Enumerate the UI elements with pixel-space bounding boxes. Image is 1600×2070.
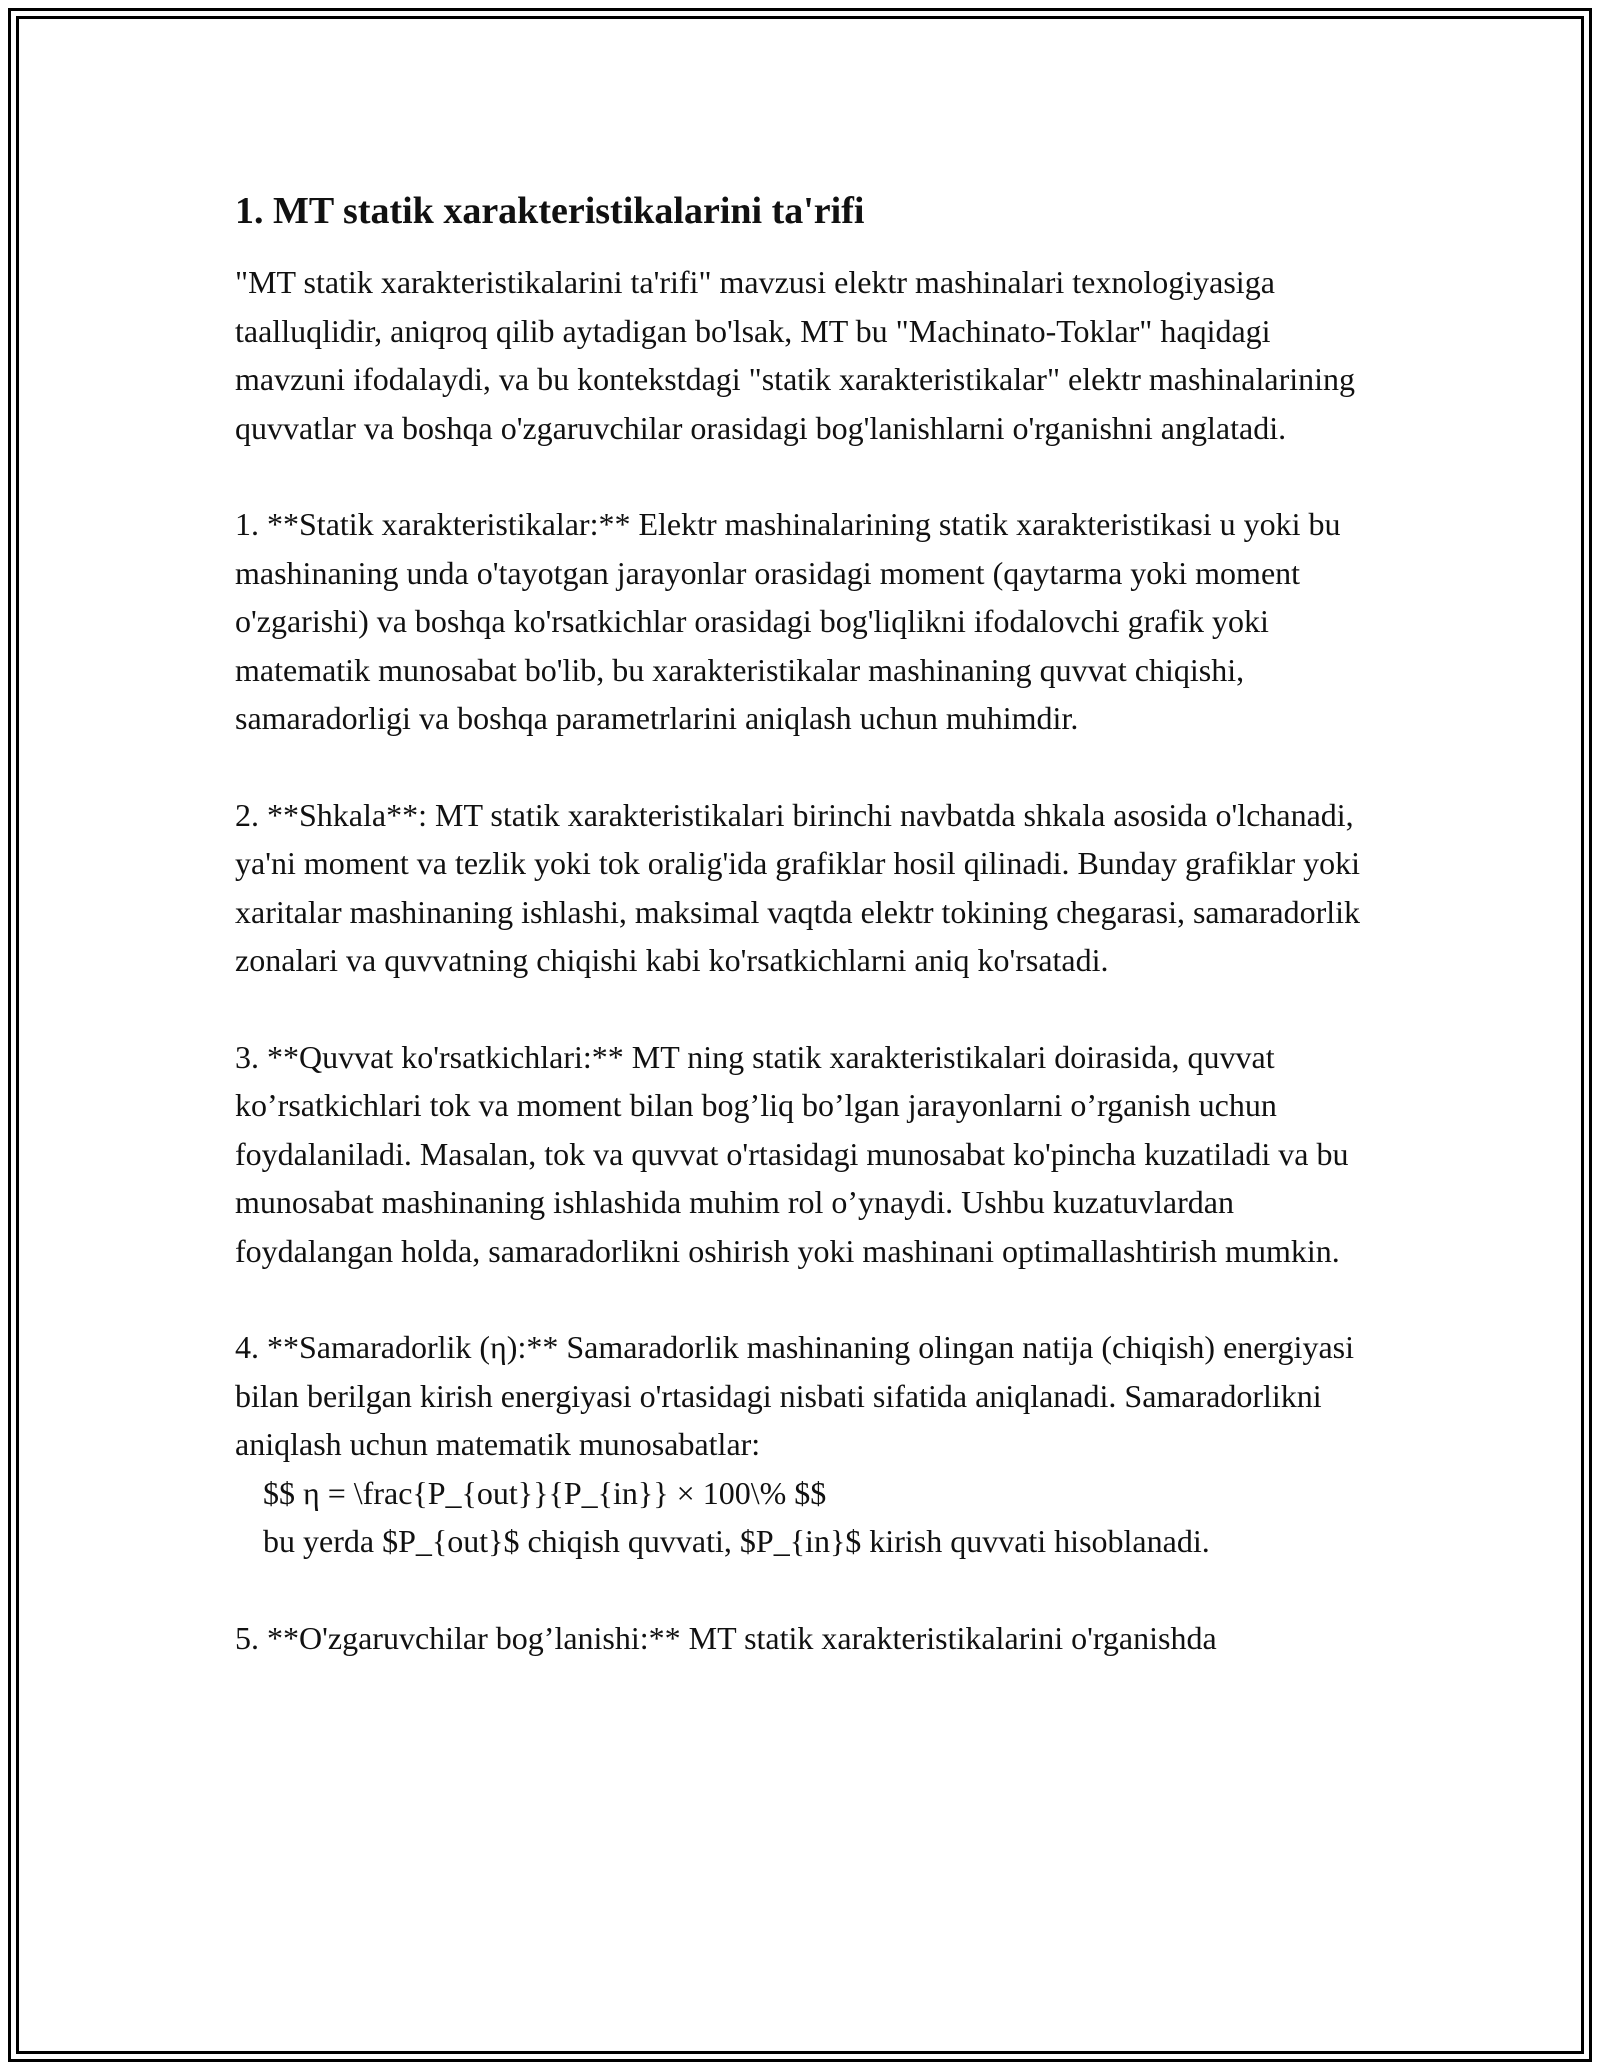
document-page [235, 186, 1375, 1710]
intro-paragraph: "MT statik xarakteristikalarini ta'rifi" mavzusi elektr mashinalari texnologiyasiga taalluqlidir, aniqroq qilib aytadigan bo'lsak, MT bu "Machinato-Toklar" haqidagi mavzuni ifodalaydi, va bu kontekstdagi "statik xarakteristikalar" elektr mashinalarining quvvatlar va boshqa o'zgaruvchilar orasidagi bog'lanishlarni o'rganishni anglatadi. [235, 264, 1356, 446]
list-item-efficiency [235, 1323, 1375, 1566]
efficiency-formula-note: bu yerda $P_{out}$ chiqish quvvati, $P_{in}$ kirish quvvati hisoblanadi. [263, 1523, 1210, 1559]
document-title: 1. MT statik xarakteristikalarini ta'rifi [235, 190, 865, 232]
list-item-power-indicators: 3. **Quvvat ko'rsatkichlari:** MT ning statik xarakteristikalari doirasida, quvvat ko’rsatkichlari tok va moment bilan bog’liq bo’lgan jarayonlarni o’rganish uchun foydalaniladi. Masalan, tok va quvvat o'rtasidagi munosabat ko'pincha kuzatiladi va bu munosabat mashinaning ishlashida muhim rol o’ynaydi. Ushbu kuzatuvlardan foydalangan holda, samaradorlikni oshirish yoki mashinani optimallashtirish mumkin. [235, 1038, 1349, 1269]
list-item-variable-relations: 5. **O'zgaruvchilar bog’lanishi:** MT statik xarakteristikalarini o'rganishda [235, 1619, 1217, 1656]
efficiency-text: 4. **Samaradorlik (η):** Samaradorlik mashinaning olingan natija (chiqish) energiyasi bilan berilgan kirish energiyasi o'rtasidagi nisbati sifatida aniqlanadi. Samaradorlikni aniqlash uchun matematik munosabatlar: [235, 1329, 1354, 1462]
list-item-scale: 2. **Shkala**: MT statik xarakteristikalari birinchi navbatda shkala asosida o'lchanadi, ya'ni moment va tezlik yoki tok oralig'ida grafiklar hosil qilinadi. Bunday grafiklar yoki xaritalar mashinaning ishlashi, maksimal vaqtda elektr tokining chegarasi, samaradorlik zonalari va quvvatning chiqishi kabi ko'rsatkichlarni aniq ko'rsatadi. [235, 796, 1361, 978]
list-item-static-characteristics: 1. **Statik xarakteristikalar:** Elektr mashinalarining statik xarakteristikasi u yoki bu mashinaning unda o'tayotgan jarayonlar orasidagi moment (qaytarma yoki moment o'zgarishi) va boshqa ko'rsatkichlar orasidagi bog'liqlikni ifodalovchi grafik yoki matematik munosabat bo'lib, bu xarakteristikalar mashinaning quvvat chiqishi, samaradorligi va boshqa parametrlarini aniqlash uchun muhimdir. [235, 506, 1341, 736]
efficiency-formula: $$ η = \frac{P_{out}}{P_{in}} × 100\% $$ [263, 1474, 827, 1511]
